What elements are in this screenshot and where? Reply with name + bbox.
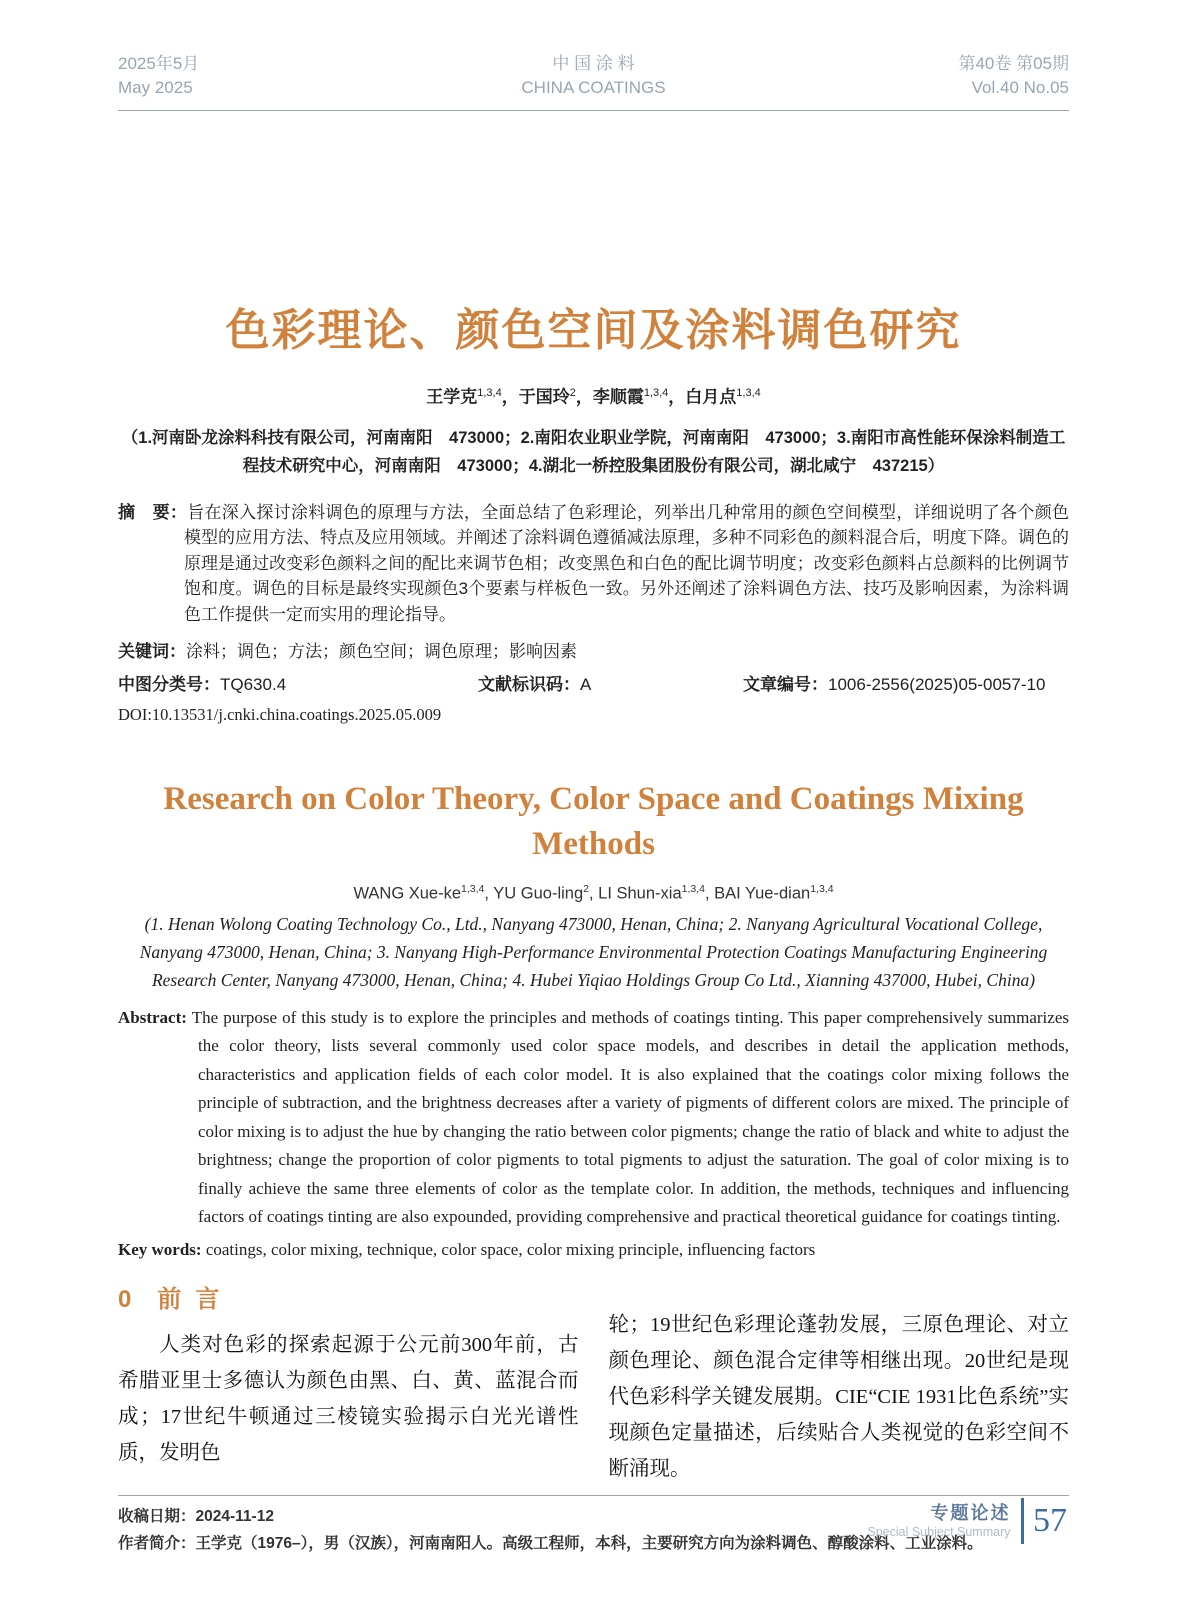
header-issue (752, 52, 1069, 100)
doc-code-value: A (580, 675, 592, 695)
article-title-cn: 色彩理论、颜色空间及涂料调色研究 (225, 306, 962, 355)
intro-paragraph-right: 轮；19世纪色彩理论蓬勃发展，三原色理论、对立颜色理论、颜色混合定律等相继出现。20世纪是现代色彩科学关键发展期。CIE“CIE 1931比色系统”实现颜色定量描述，后续贴合人类视觉的色彩空间不断涌现。 (608, 1313, 1069, 1480)
keywords-cn-label: 关键词： (118, 642, 186, 662)
abstract-cn-label: 摘 要： (118, 502, 188, 522)
header-journal (435, 52, 752, 100)
abstract-en-body: The purpose of this study is to explore the principles and methods of coatings tinting. This paper comprehensively summarizes the color theory, lists several commonly used color space models, and describes in detail the application methods, characteristics and application fields of each color model. It is also explained that the coatings color mixing follows the principle of subtraction, and the brightness decreases after a variety of pigments of different colors are mixed. The principle of color mixing is to adjust the hue by changing the ratio between color pigments; change the ratio of black and white to adjust the brightness; change the proportion of color pigments to total pigments to adjust the saturation. The goal of color mixing is to finally achieve the same three elements of color as the template color. In addition, the methods, techniques and influencing factors of coatings tinting are also expounded, providing comprehensive and practical theoretical guidance for coatings tinting. (191, 1007, 1069, 1227)
received-date-label: 收稿日期： (118, 1507, 196, 1525)
keywords-en (118, 1236, 1069, 1263)
keywords-cn (118, 639, 1069, 664)
section-0-number: 0 (118, 1285, 132, 1313)
journal-header (118, 52, 1069, 111)
keywords-en-label: Key words: (118, 1239, 202, 1259)
header-journal-en: CHINA COATINGS (521, 78, 666, 97)
author-bio-text: 王学克（1976–），男（汉族），河南南阳人。高级工程师，本科，主要研究方向为涂料调色、醇酸涂料、工业涂料。 (195, 1534, 983, 1552)
clc-label: 中图分类号： (118, 675, 220, 695)
classification-row (118, 672, 1069, 697)
document-code (478, 672, 743, 697)
article-id-value: 1006-2556(2025)05-0057-10 (828, 675, 1046, 695)
header-date-en: May 2025 (118, 78, 193, 97)
clc-number (118, 672, 478, 697)
intro-columns (118, 1285, 1069, 1487)
column-name-cn: 专题论述 (930, 1503, 1011, 1523)
article-id-label: 文章编号： (743, 675, 828, 695)
header-journal-cn: 中 国 涂 料 (552, 54, 635, 73)
abstract-en (118, 1004, 1069, 1232)
abstract-cn (118, 500, 1069, 628)
received-date-value: 2024-11-12 (195, 1507, 274, 1525)
article-title-en: Research on Color Theory, Color Space and Coatings Mixing Methods (163, 781, 1024, 863)
author-bio-label: 作者简介： (118, 1534, 196, 1552)
intro-column-left (118, 1285, 579, 1487)
keywords-cn-text: 涂料；调色；方法；颜色空间；调色原理；影响因素 (186, 642, 577, 662)
column-name-en: Special Subject Summary (867, 1525, 1011, 1539)
header-date (118, 52, 435, 100)
affiliations-cn: （1.河南卧龙涂料科技有限公司，河南南阳 473000；2.南阳农业职业学院，河南南阳 473000；3.南阳市高性能环保涂料制造工程技术研究中心，河南南阳 473000；4.湖北一桥控股集团股份有限公司，湖北咸宁 437215） (121, 428, 1066, 475)
section-0-title: 前言 (157, 1285, 234, 1313)
authors-en: WANG Xue-ke$^{1,3,4}$, YU Guo-ling$^2$, LI Shun-xia$^{1,3,4}$, BAI Yue-dian$^{1,3,4}$ (353, 883, 834, 903)
authors-cn: 王学克$^{1,3,4}$，于国玲$^2$，李顺霞$^{1,3,4}$，白月点$^{1,3,4}$ (426, 387, 761, 407)
intro-paragraph-left: 人类对色彩的探索起源于公元前300年前，古希腊亚里士多德认为颜色由黑、白、黄、蓝混合而成；17世纪牛顿通过三棱镜实验揭示白光光谱性质，发明色 (118, 1333, 579, 1464)
abstract-cn-text: 旨在深入探讨涂料调色的原理与方法，全面总结了色彩理论，列举出几种常用的颜色空间模型，详细说明了各个颜色模型的应用方法、特点及应用领域。并阐述了涂料调色遵循减法原理，多种不同彩色的颜料混合后，明度下降。调色的原理是通过改变彩色颜料之间的配比来调节色相；改变黑色和白色的配比调节明度；改变彩色颜料占总颜料的比例调节饱和度。调色的目标是最终实现颜色3个要素与样板色一致。另外还阐述了涂料调色方法、技巧及影响因素，为涂料调色工作提供一定而实用的理论指导。 (184, 502, 1069, 624)
article-id (743, 672, 1045, 697)
header-date-cn: 2025年5月 (118, 54, 200, 73)
doi: DOI:10.13531/j.cnki.china.coatings.2025.05.009 (118, 705, 442, 725)
doc-code-label: 文献标识码： (478, 675, 580, 695)
header-issue-en: Vol.40 No.05 (971, 78, 1069, 97)
column-labels (867, 1502, 1010, 1540)
footer-divider-bar (1021, 1498, 1025, 1544)
page-footer (867, 1498, 1067, 1544)
header-issue-cn: 第40卷 第05期 (958, 54, 1069, 73)
section-0-heading (118, 1285, 579, 1315)
affiliations-en: (1. Henan Wolong Coating Technology Co., Ltd., Nanyang 473000, Henan, China; 2. Nanyang Agricultural Vocational College, Nanyang 473000, Henan, China; 3. Nanyang High-Performance Environmental Protection Coatings Manufacturing Engineering Research Center, Nanyang 473000, Henan, China; 4. Hubei Yiqiao Holdings Group Co Ltd., Xianning 437000, Hubei, China) (139, 913, 1048, 990)
clc-value: TQ630.4 (220, 675, 287, 695)
intro-column-right (609, 1285, 1070, 1487)
abstract-en-label: Abstract: (118, 1007, 187, 1027)
keywords-en-text: coatings, color mixing, technique, color space, color mixing principle, influencing factors (205, 1239, 816, 1259)
page-number: 57 (1033, 1502, 1067, 1539)
